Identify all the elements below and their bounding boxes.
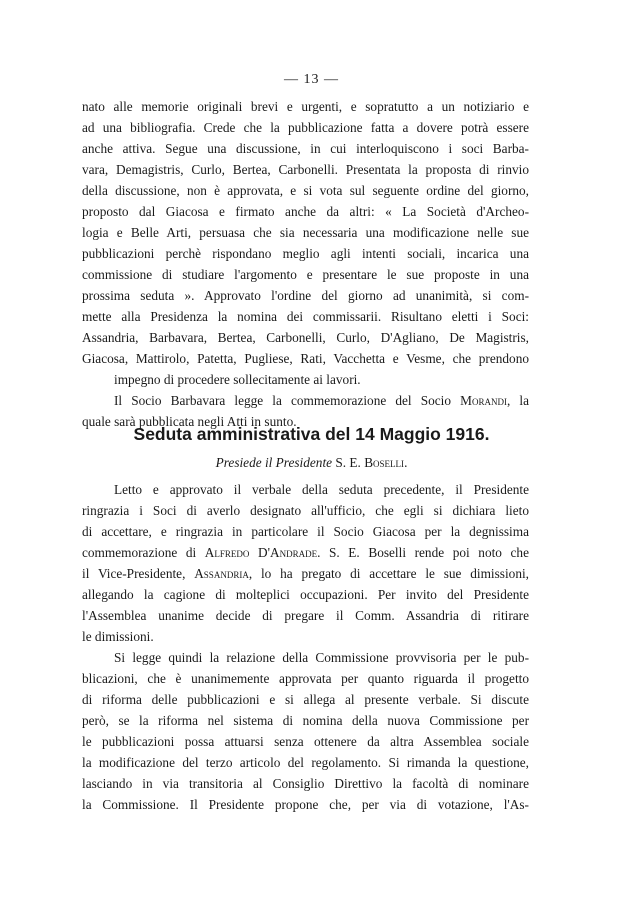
text-line: però, se la riforma nel sistema di nomina della nuova Commissione per bbox=[82, 713, 529, 728]
text-line: anche attiva. Segue una discussione, in cui interloquiscono i soci Barba- bbox=[82, 141, 529, 156]
text-line bbox=[82, 563, 529, 584]
text-line: mette alla Presidenza la nomina dei commissarii. Risultano eletti i Soci: bbox=[82, 309, 529, 324]
text-line bbox=[82, 542, 529, 563]
text-line: la modificazione del terzo articolo del regolamento. Si rimanda la questione, bbox=[82, 755, 529, 770]
text-line: Si legge quindi la relazione della Commissione provvisoria per le pub- bbox=[114, 650, 529, 665]
text-fragment: , lo ha pregato di accettare le sue dimissioni, bbox=[248, 566, 529, 581]
text-line: di accettare, e ringrazia in particolare il Socio Giacosa per la degnissima bbox=[82, 524, 529, 539]
text-line: le dimissioni. bbox=[82, 629, 154, 644]
text-fragment: commemorazione di bbox=[82, 545, 205, 560]
person-name: Alfredo D'Andrade bbox=[204, 545, 318, 560]
presides-label: Presiede il Presidente bbox=[215, 455, 333, 470]
text-line: di riforma delle pubblicazioni e si allega al presente verbale. Si discute bbox=[82, 692, 529, 707]
text-line: impegno di procedere sollecitamente ai lavori. bbox=[114, 372, 361, 387]
text-line: ringrazia i Soci di averlo designato all'ufficio, che egli si dichiara lieto bbox=[82, 503, 529, 518]
person-name: Morandi bbox=[460, 393, 507, 408]
text-fragment: . S. E. Boselli rende poi noto che bbox=[317, 545, 529, 560]
person-name: Boselli bbox=[364, 455, 405, 470]
text-line: prossima seduta ». Approvato l'ordine del giorno ad unanimità, si com- bbox=[82, 288, 529, 303]
text-line: Assandria, Barbavara, Bertea, Carbonelli, Curlo, D'Agliano, De Magistris, bbox=[82, 330, 529, 345]
text-fragment: , la bbox=[506, 393, 529, 408]
text-line: le pubblicazioni possa attuarsi senza ottenere da altra Assemblea sociale bbox=[82, 734, 529, 749]
text-line: quale sarà pubblicata negli Atti in sunto. bbox=[82, 414, 297, 429]
text-line: commissione di studiare l'argomento e presentare le sue proposte in una bbox=[82, 267, 529, 282]
text-line: allegando la cagione di molteplici occupazioni. Per invito del Presidente bbox=[82, 587, 529, 602]
page-number: — 13 — bbox=[284, 72, 339, 87]
text-fragment: . bbox=[404, 455, 408, 470]
text-line: proposto dal Giacosa e firmato anche da altri: « La Società d'Archeo- bbox=[82, 204, 529, 219]
text-line: blicazioni, che è unanimemente approvata per quanto riguarda il progetto bbox=[82, 671, 529, 686]
text-line: pubblicazioni perchè rispondano meglio agli intenti sociali, incarica una bbox=[82, 246, 529, 261]
text-line bbox=[82, 390, 529, 411]
text-fragment: Il Socio Barbavara legge la commemorazione del Socio bbox=[114, 393, 461, 408]
text-line: la Commissione. Il Presidente propone che, per via di votazione, l'As- bbox=[82, 797, 529, 812]
text-line: l'Assemblea unanime decide di pregare il Comm. Assandria di ritirare bbox=[82, 608, 529, 623]
text-line: della discussione, non è approvata, e si vota sul seguente ordine del giorno, bbox=[82, 183, 529, 198]
text-line: nato alle memorie originali brevi e urgenti, e sopratutto a un notiziario e bbox=[82, 99, 529, 114]
text-line: vara, Demagistris, Curlo, Bertea, Carbonelli. Presentata la proposta di rinvio bbox=[82, 162, 529, 177]
text-fragment: il Vice-Presidente, bbox=[82, 566, 195, 581]
text-line: Giacosa, Mattirolo, Patetta, Pugliese, Rati, Vacchetta e Vesme, che prendono bbox=[82, 351, 529, 366]
text-line: ad una bibliografia. Crede che la pubblicazione fatta a dovere potrà essere bbox=[82, 120, 529, 135]
text-line: logia e Belle Arti, persuasa che sia necessaria una modificazione nelle sue bbox=[82, 225, 529, 240]
presides-line bbox=[0, 455, 623, 471]
text-fragment: S. E. bbox=[332, 455, 365, 470]
person-name: Assandria bbox=[194, 566, 249, 581]
minutes-continuation bbox=[82, 96, 529, 432]
text-line: Letto e approvato il verbale della seduta precedente, il Presidente bbox=[114, 482, 529, 497]
text-line: lasciando in via transitoria al Consiglio Direttivo la facoltà di nominare bbox=[82, 776, 529, 791]
section-heading: Seduta amministrativa del 14 Maggio 1916. bbox=[133, 424, 490, 444]
minutes-body bbox=[82, 479, 529, 815]
